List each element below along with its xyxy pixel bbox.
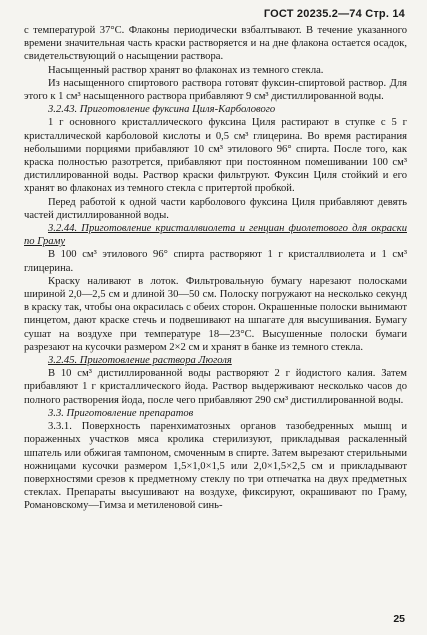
paragraph: Краску наливают в лоток. Фильтровальную бумагу нарезают полосками шириной 2,0—2,5 см и длиной 30—50 см. Полоску погружают на несколько секунд в краску так, чтобы она окрасилась с обеих сторон. Окрашенные полоски вынимают пинцетом, дают краске стечь и подвешивают на шпагате для высушивания. Бумагу сушат на воздухе при температуре 18—23°С. Высушенные полоски бумаги разрезают на кусочки размером 2×2 см и хранят в банке из темного стекла. [24,275,407,353]
paragraph: 3.3.1. Поверхность паренхиматозных органов тазобедренных мышц и пораженных участков мяса кролика стерилизуют, прикладывая раскаленный шпатель или обжигая тампоном, смоченным в спирте. Затем вырезают стерильными ножницами кусочки размером 1,5×1,0×1,5 или 2,0×1,5×2,5 см и прикладывают поверхностями срезов к предметному стеклу по три отпечатка на двух предметных стеклах. Препараты высушивают на воздухе, фиксируют, окрашивают по Граму, Романовскому—Гимза и метиленовой синь- [24,421,407,512]
paragraph: Насыщенный раствор хранят во флаконах из темного стекла. [48,64,324,76]
section-heading: 3.2.44. Приготовление кристаллвиолета и генциан фиолетового для окраски по Граму [24,223,407,248]
document-body [24,24,407,513]
page-header: ГОСТ 20235.2—74 Стр. 14 [263,8,405,20]
section-heading: 3.2.45. Приготовление раствора Люголя [48,355,232,367]
paragraph: Перед работой к одной части карболового фуксина Циля прибавляют девять частей дистиллированной воды. [24,196,407,221]
paragraph: с температурой 37°С. Флаконы периодически взбалтывают. В течение указанного времени значительная часть краски растворяется и на дне флакона остается осадок, свидетельствующий о насыщении раствора. [24,25,407,63]
paragraph: Из насыщенного спиртового раствора готовят фуксин-спиртовой раствор. Для этого к 1 см³ насыщенного раствора прибавляют 9 см³ дистиллированной воды. [24,77,407,103]
section-heading: 3.3. Приготовление препаратов [48,407,194,419]
paragraph: В 10 см³ дистиллированной воды растворяют 2 г йодистого калия. Затем прибавляют 1 г кристаллического йода. Раствор выдерживают несколько часов до полного растворения йода, после чего прибавляют 290 см³ дистиллированной воды. [24,368,407,406]
paragraph: 1 г основного кристаллического фуксина Циля растирают в ступке с 5 г кристаллической карболовой кислоты и 0,5 см³ глицерина. Во время растирания небольшими порциями прибавляют 10 см³ этилового 96° спирта. После того, как краска полностью разотрется, прибавляют при постоянном помешивании 100 см³ дистиллированной воды. Раствор краски фильтруют. Фуксин Циля стойкий и его хранят во флаконах из темного стекла с притертой пробкой. [24,117,407,195]
page-number: 25 [393,613,405,625]
section-heading: 3.2.43. Приготовление фуксина Циля-Карболового [48,104,276,116]
paragraph: В 100 см³ этилового 96° спирта растворяют 1 г кристаллвиолета и 1 см³ глицерина. [24,249,407,274]
